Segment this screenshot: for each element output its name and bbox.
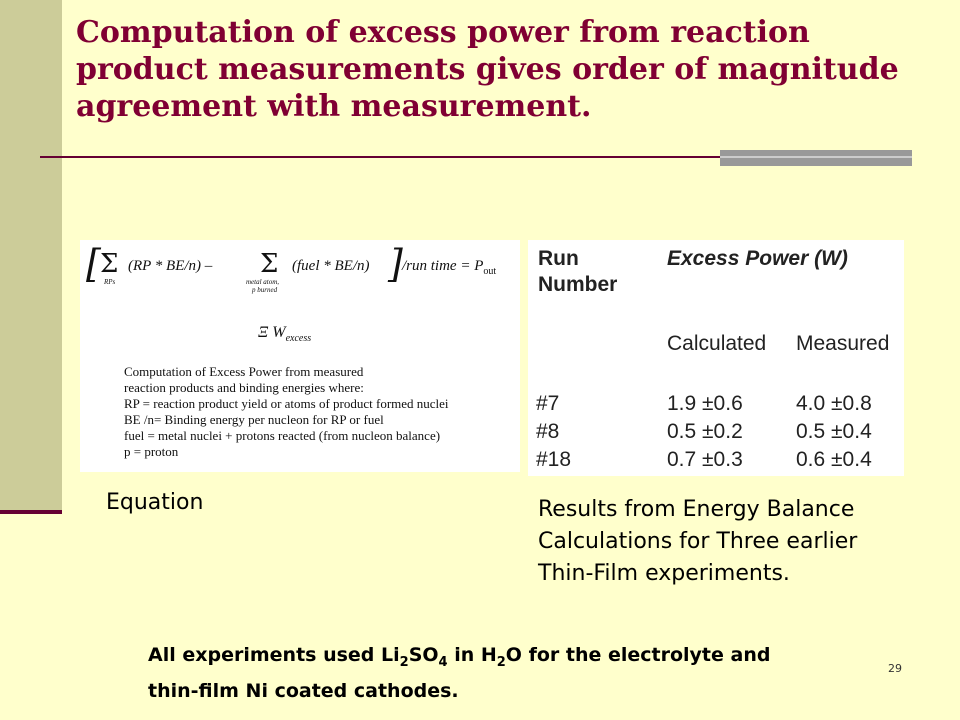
title-accent-bar [720, 150, 912, 166]
header-excess-power: Excess Power (W) [667, 247, 848, 270]
equation-term-rp: (RP * BE/n) – [128, 258, 213, 274]
slide-number: 29 [888, 662, 902, 675]
equation-description: Computation of Excess Power from measured reaction products and binding energies where: RP = reaction product yield or atoms of product formed nuclei BE /n= Binding energy per nucleon for RP or fuel fuel = metal nuclei + protons reacted (from nucleon balance) p = proton [124, 364, 449, 459]
header-run: Run Number [538, 247, 618, 296]
table-cell-measured: 4.0 ±0.8 [796, 392, 872, 415]
slide-title: Computation of excess power from reaction product measurements gives order of magnitude agreement with measurement. [76, 15, 899, 124]
table-cell-run: #18 [536, 448, 572, 471]
equation-divisor: /run time = $P_{out}$ [402, 258, 497, 277]
column-header-calculated: Calculated [667, 332, 767, 355]
experiment-footnote: All experiments used $Li_2SO_4$ in $H_2O$ for the electrolyte and thin-film Ni coated cathodes. [148, 644, 771, 702]
equation-term-fuel: (fuel * BE/n) [292, 258, 370, 274]
table-cell-measured: 0.5 ±0.4 [796, 420, 872, 443]
left-band-rule [0, 510, 62, 514]
equation-result: Ξ $W_{excess}$ [258, 324, 312, 345]
sigma-subscript: p burned [252, 286, 278, 294]
table-cell-run: #7 [536, 392, 560, 415]
sigma-subscript: RPs [104, 278, 116, 286]
sigma-subscript: metal atom, [246, 278, 280, 286]
results-caption: Results from Energy Balance Calculations for Three earlier Thin-Film experiments. [538, 497, 858, 586]
sigma-symbol: Σ [260, 249, 279, 279]
equation-panel [80, 240, 520, 472]
left-decor-band [0, 0, 62, 512]
table-cell-run: #8 [536, 420, 560, 443]
table-cell-calculated: 0.7 ±0.3 [667, 448, 743, 471]
results-panel [528, 240, 904, 476]
equation-caption: Equation [106, 490, 204, 515]
sigma-symbol: Σ [100, 249, 119, 279]
close-bracket: ] [388, 242, 403, 286]
equation-formula [86, 242, 516, 294]
table-cell-calculated: 0.5 ±0.2 [667, 420, 743, 443]
open-bracket: [ [86, 242, 101, 286]
column-header-measured: Measured [796, 332, 890, 355]
table-cell-calculated: 1.9 ±0.6 [667, 392, 743, 415]
table-cell-measured: 0.6 ±0.4 [796, 448, 872, 471]
